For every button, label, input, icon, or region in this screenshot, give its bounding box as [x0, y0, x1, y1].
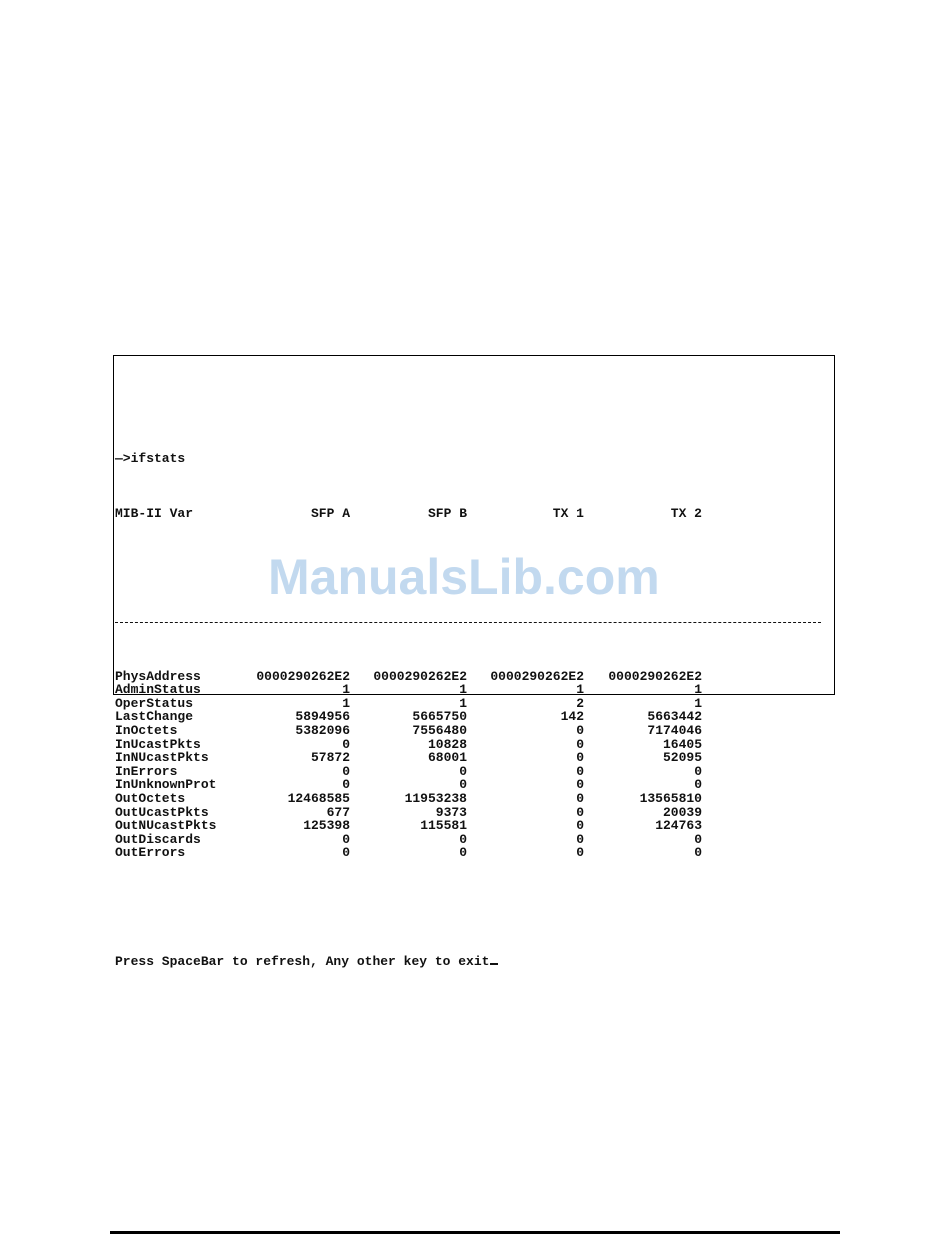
blank-line: [115, 901, 833, 915]
column-header-tx-1: TX 1: [552, 505, 584, 521]
cell-sfp-a: 125398: [303, 818, 350, 834]
table-row: [115, 806, 833, 820]
cell-tx-2: 0: [694, 763, 702, 779]
cell-tx-2: 1: [694, 695, 702, 711]
footer-rule: [110, 1231, 840, 1234]
table-row: [115, 670, 833, 684]
row-var-name: AdminStatus: [115, 682, 201, 698]
cell-sfp-a: 0: [342, 831, 350, 847]
cell-sfp-a: 0: [342, 763, 350, 779]
table-header: [115, 507, 833, 521]
cell-sfp-b: 115581: [420, 818, 467, 834]
cell-sfp-b: 9373: [435, 804, 467, 820]
cell-sfp-a: 0000290262E2: [256, 668, 350, 684]
cell-sfp-a: 0: [342, 777, 350, 793]
cell-sfp-b: 0: [459, 831, 467, 847]
table-row: [115, 697, 833, 711]
cell-sfp-b: 0: [459, 845, 467, 861]
separator-line: [115, 615, 833, 629]
row-var-name: InUcastPkts: [115, 736, 201, 752]
row-var-name: InUnknownProt: [115, 777, 217, 793]
cell-sfp-b: 0000290262E2: [373, 668, 467, 684]
command-line: —>ifstats: [115, 451, 186, 467]
cell-tx-1: 0: [576, 791, 584, 807]
blank-line: [115, 561, 833, 575]
cell-tx-1: 0: [576, 723, 584, 739]
cell-sfp-b: 0: [459, 763, 467, 779]
column-header-sfp-b: SFP B: [427, 505, 467, 521]
cell-tx-1: 0: [576, 818, 584, 834]
cell-sfp-b: 10828: [427, 736, 467, 752]
cell-sfp-b: 11953238: [404, 791, 467, 807]
cell-sfp-a: 57872: [310, 750, 350, 766]
row-var-name: InOctets: [115, 723, 178, 739]
cell-sfp-b: 1: [459, 695, 467, 711]
terminal-output: [115, 425, 833, 996]
cell-tx-1: 0: [576, 831, 584, 847]
cell-tx-2: 0: [694, 777, 702, 793]
cell-tx-1: 142: [560, 709, 584, 725]
cell-sfp-a: 1: [342, 682, 350, 698]
row-var-name: PhysAddress: [115, 668, 201, 684]
cell-tx-1: 0: [576, 777, 584, 793]
table-row: [115, 778, 833, 792]
cell-tx-1: 0: [576, 763, 584, 779]
cell-sfp-a: 1: [342, 695, 350, 711]
cell-tx-1: 2: [576, 695, 584, 711]
cell-sfp-b: 68001: [427, 750, 467, 766]
row-var-name: InNUcastPkts: [115, 750, 209, 766]
cell-sfp-b: 7556480: [412, 723, 467, 739]
cell-tx-2: 0000290262E2: [608, 668, 702, 684]
cell-tx-2: 13565810: [639, 791, 702, 807]
cell-sfp-a: 12468585: [287, 791, 350, 807]
cell-tx-1: 0000290262E2: [490, 668, 584, 684]
table-row: [115, 765, 833, 779]
text-cursor: [490, 963, 498, 965]
row-var-name: OutOctets: [115, 791, 186, 807]
cell-tx-1: 1: [576, 682, 584, 698]
table-row: [115, 710, 833, 724]
row-var-name: OutErrors: [115, 845, 186, 861]
row-var-name: InErrors: [115, 763, 178, 779]
cell-tx-1: 0: [576, 845, 584, 861]
table-row: [115, 846, 833, 860]
table-row: [115, 683, 833, 697]
table-row: [115, 738, 833, 752]
table-row: [115, 819, 833, 833]
stats-table: [115, 670, 833, 860]
cell-sfp-b: 1: [459, 682, 467, 698]
prompt-text: Press SpaceBar to refresh, Any other key to exit: [115, 954, 490, 970]
row-var-name: OutDiscards: [115, 831, 201, 847]
cell-sfp-b: 5665750: [412, 709, 467, 725]
table-row: [115, 792, 833, 806]
cell-tx-2: 0: [694, 831, 702, 847]
table-row: [115, 724, 833, 738]
prompt-line: [115, 955, 833, 969]
cell-tx-1: 0: [576, 804, 584, 820]
row-var-name: OperStatus: [115, 695, 194, 711]
cell-tx-2: 0: [694, 845, 702, 861]
column-header-var: MIB-II Var: [115, 505, 194, 521]
cell-sfp-b: 0: [459, 777, 467, 793]
table-row: [115, 751, 833, 765]
cell-tx-2: 16405: [662, 736, 702, 752]
cell-tx-1: 0: [576, 750, 584, 766]
watermark-logo: ManualsLib.com: [268, 549, 660, 605]
cell-tx-2: 7174046: [647, 723, 702, 739]
row-var-name: LastChange: [115, 709, 194, 725]
cell-tx-2: 52095: [662, 750, 702, 766]
column-header-tx-2: TX 2: [670, 505, 702, 521]
cell-tx-1: 0: [576, 736, 584, 752]
cell-tx-2: 5663442: [647, 709, 702, 725]
cell-sfp-a: 0: [342, 736, 350, 752]
cell-sfp-a: 0: [342, 845, 350, 861]
cell-sfp-a: 5894956: [295, 709, 350, 725]
cell-tx-2: 20039: [662, 804, 702, 820]
cell-tx-2: 124763: [655, 818, 702, 834]
dashed-rule: [115, 622, 821, 623]
column-header-sfp-a: SFP A: [310, 505, 350, 521]
cell-tx-2: 1: [694, 682, 702, 698]
cell-sfp-a: 677: [326, 804, 350, 820]
row-var-name: OutUcastPkts: [115, 804, 209, 820]
table-row: [115, 833, 833, 847]
row-var-name: OutNUcastPkts: [115, 818, 217, 834]
terminal-window[interactable]: [113, 355, 835, 970]
cell-sfp-a: 5382096: [295, 723, 350, 739]
